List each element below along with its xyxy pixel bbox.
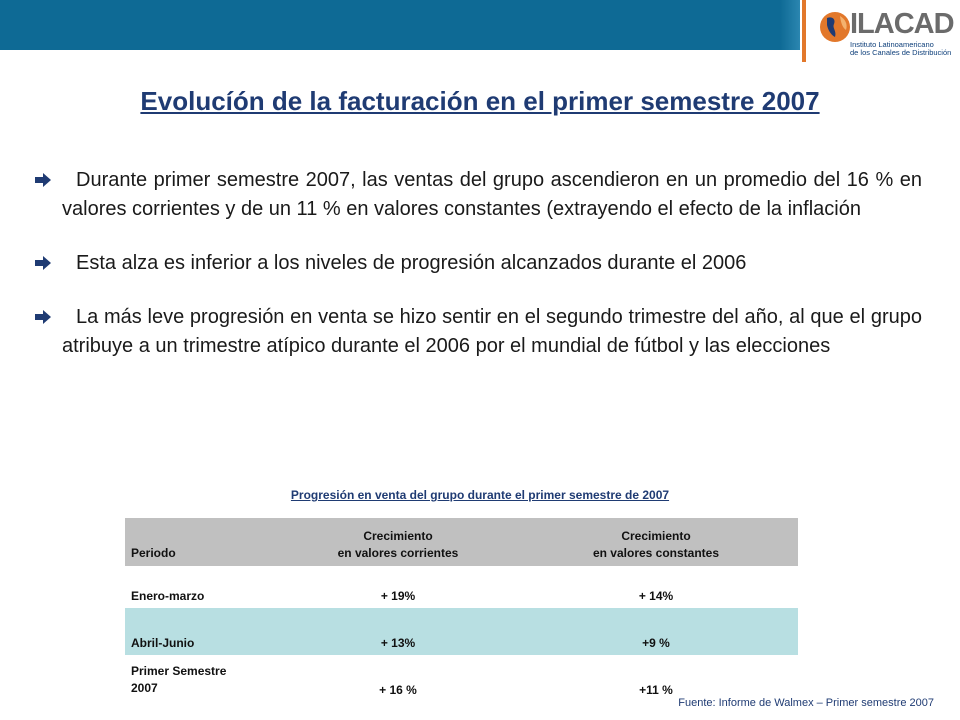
table-row [125, 584, 798, 608]
table-row [125, 608, 798, 655]
cell-period: Enero-marzo [131, 589, 205, 603]
bullet-text: Durante primer semestre 2007, las ventas del grupo ascendieron en un promedio del 16 % en valores corrientes y de un 11 % en valores constantes (extrayendo el efecto de la inflación [62, 169, 922, 220]
cell-corrientes: + 16 % [379, 683, 417, 697]
bullet-text: La más leve progresión en venta se hizo sentir en el segundo trimestre del año, al que el grupo atribuye a un trimestre atípico durante el 2006 por el mundial de fútbol y las elecciones [62, 306, 922, 357]
header-corrientes [282, 518, 514, 566]
source-note: Fuente: Informe de Walmex – Primer semestre 2007 [678, 697, 934, 709]
globe-icon [818, 10, 852, 44]
bullet-item [62, 303, 922, 361]
logo-subtitle: Instituto Latinoamericano [850, 40, 934, 49]
header-periodo: Periodo [131, 546, 176, 560]
cell-period: Abril-Junio [125, 608, 282, 655]
ilacad-logo [812, 6, 952, 56]
header-line: Crecimiento [363, 529, 433, 543]
header-constantes [514, 518, 798, 566]
header-bar-edge [780, 0, 800, 50]
right-arrow-icon [34, 309, 52, 325]
growth-table [125, 518, 798, 699]
table-spacer [125, 566, 798, 584]
table-row [125, 655, 798, 699]
header-line: en valores constantes [592, 546, 720, 560]
cell-constantes: +11 % [639, 683, 673, 697]
accent-bar [802, 0, 806, 62]
slide-title: Evolucíón de la facturación en el primer semestre 2007 [140, 86, 820, 116]
table-title: Progresión en venta del grupo durante el primer semestre de 2007 [290, 488, 670, 502]
bullet-list [62, 166, 922, 386]
period-line: 2007 [131, 681, 158, 695]
logo-subtitle: de los Canales de Distribución [850, 48, 952, 57]
header-bar [0, 0, 800, 50]
table-header-row [125, 518, 798, 566]
cell-constantes: + 14% [638, 589, 674, 603]
bullet-text: Esta alza es inferior a los niveles de progresión alcanzados durante el 2006 [76, 252, 747, 274]
cell-constantes: +9 % [514, 608, 798, 655]
right-arrow-icon [34, 255, 52, 271]
cell-period [125, 655, 282, 699]
logo-text: ILACAD [850, 8, 954, 40]
header-line: Crecimiento [621, 529, 691, 543]
cell-corrientes: + 13% [282, 608, 514, 655]
cell-corrientes: + 19% [380, 589, 416, 603]
header-line: en valores corrientes [337, 546, 459, 560]
bullet-item [62, 166, 922, 224]
period-line: Primer Semestre [131, 664, 227, 678]
right-arrow-icon [34, 172, 52, 188]
bullet-item [62, 249, 922, 278]
